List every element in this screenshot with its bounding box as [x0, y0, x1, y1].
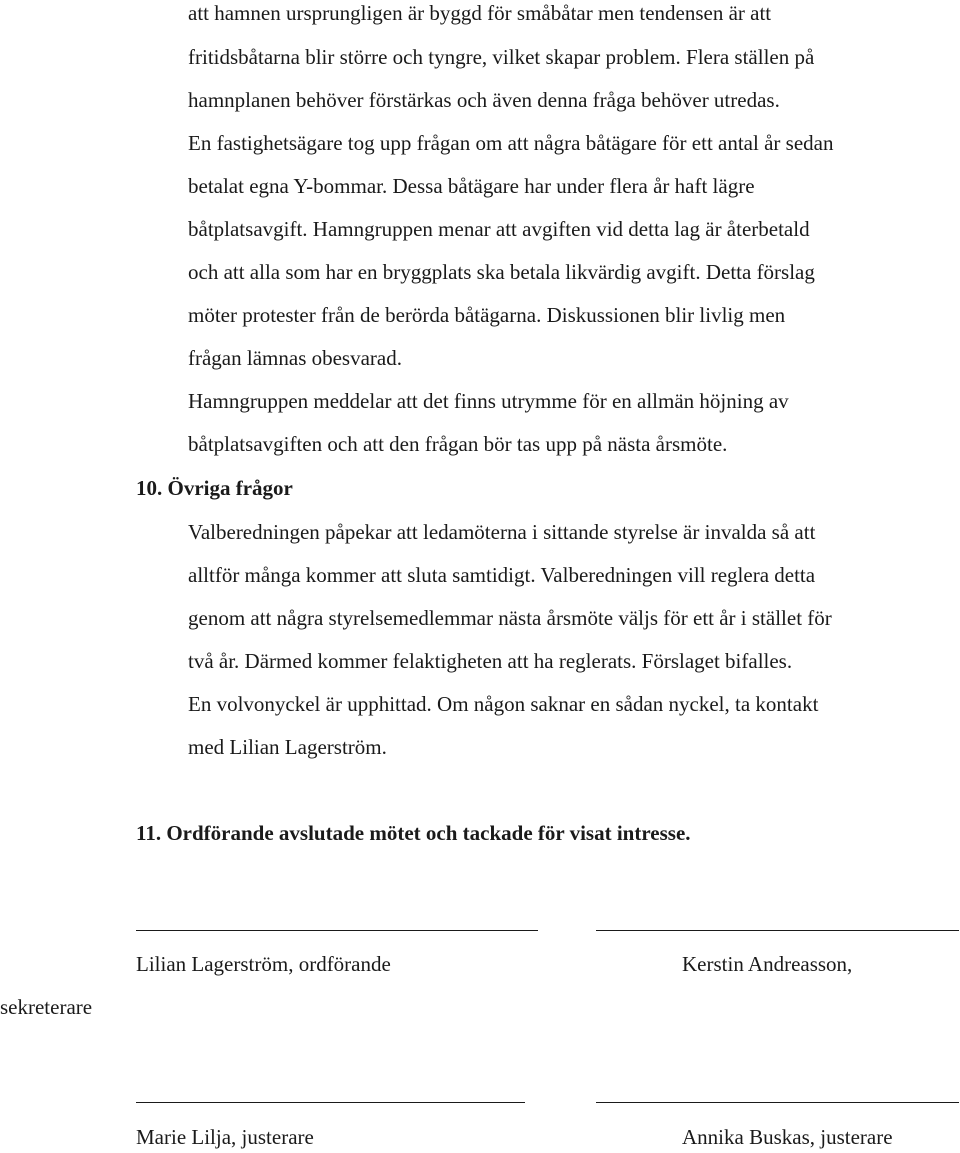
- signature-line: [596, 1102, 959, 1103]
- signature-line: [136, 1102, 525, 1103]
- text-line: En volvonyckel är upphittad. Om någon saknar en sådan nyckel, ta kontakt: [188, 692, 819, 716]
- signature-name: Kerstin Andreasson,: [682, 952, 853, 976]
- text-line: fritidsbåtarna blir större och tyngre, vilket skapar problem. Flera ställen på: [188, 45, 815, 69]
- signature-name: Annika Buskas, justerare: [682, 1125, 893, 1149]
- text-line: båtplatsavgift. Hamngruppen menar att avgiften vid detta lag är återbetald: [188, 217, 810, 241]
- text-line: Hamngruppen meddelar att det finns utrymme för en allmän höjning av: [188, 389, 789, 413]
- text-line: Valberedningen påpekar att ledamöterna i sittande styrelse är invalda så att: [188, 520, 816, 544]
- signature-line: [596, 930, 959, 931]
- text-line: och att alla som har en bryggplats ska betala likvärdig avgift. Detta förslag: [188, 260, 815, 284]
- text-line: två år. Därmed kommer felaktigheten att ha reglerats. Förslaget bifalles.: [188, 649, 793, 673]
- signature-role-wrap: sekreterare: [0, 995, 93, 1019]
- text-line: frågan lämnas obesvarad.: [188, 346, 402, 370]
- text-line: betalat egna Y-bommar. Dessa båtägare har under flera år haft lägre: [188, 174, 755, 198]
- text-line: med Lilian Lagerström.: [188, 735, 387, 759]
- text-line: hamnplanen behöver förstärkas och även denna fråga behöver utredas.: [188, 88, 780, 112]
- text-line: alltför många kommer att sluta samtidigt. Valberedningen vill reglera detta: [188, 563, 816, 587]
- signature-line: [136, 930, 538, 931]
- text-line: genom att några styrelsemedlemmar nästa årsmöte väljs för ett år i stället för: [188, 606, 832, 630]
- signature-name: Marie Lilja, justerare: [136, 1125, 314, 1149]
- section-heading: 11. Ordförande avslutade mötet och tackade för visat intresse.: [136, 821, 691, 845]
- text-line: att hamnen ursprungligen är byggd för småbåtar men tendensen är att: [188, 1, 772, 25]
- signature-name: Lilian Lagerström, ordförande: [136, 952, 391, 976]
- text-line: En fastighetsägare tog upp frågan om att några båtägare för ett antal år sedan: [188, 131, 834, 155]
- section-heading: 10. Övriga frågor: [136, 476, 293, 500]
- text-line: möter protester från de berörda båtägarna. Diskussionen blir livlig men: [188, 303, 786, 327]
- text-line: båtplatsavgiften och att den frågan bör tas upp på nästa årsmöte.: [188, 432, 728, 456]
